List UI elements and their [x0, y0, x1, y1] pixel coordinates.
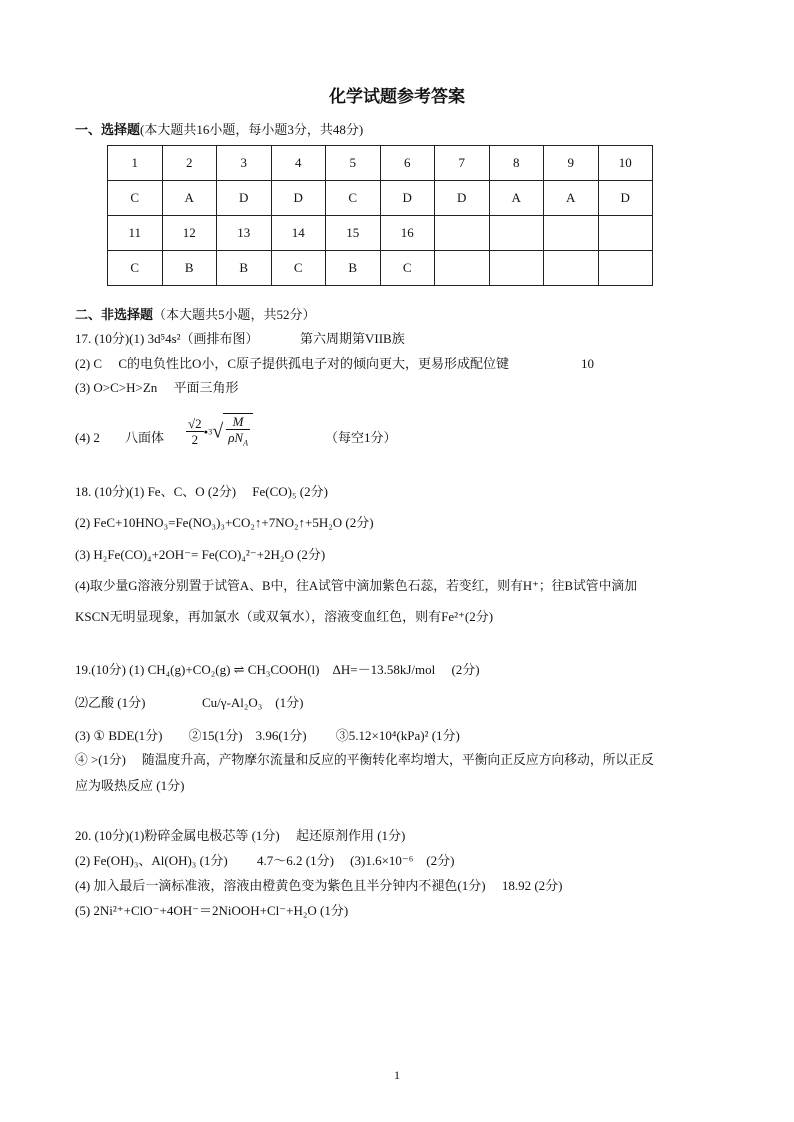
root-fraction: [226, 414, 250, 451]
table-row: [108, 181, 653, 216]
q17-line2b: 10: [581, 356, 594, 371]
table-cell: B: [326, 251, 381, 286]
section2-heading: [75, 306, 316, 324]
table-cell: 3: [217, 146, 272, 181]
table-cell: [489, 216, 544, 251]
table-cell: 1: [108, 146, 163, 181]
root-index: 3: [208, 427, 213, 437]
radical-sign-icon: √: [212, 420, 224, 443]
table-cell: 11: [108, 216, 163, 251]
q17-line1b: 第六周期第VIIB族: [300, 331, 405, 346]
table-cell: D: [435, 181, 490, 216]
formula-fraction: [186, 416, 204, 447]
q18-line4: (4)取少量G溶液分别置于试管A、B中，往A试管中滴加紫色石蕊，若变红，则有H⁺；往B试管中滴加: [75, 579, 637, 593]
q20-line2: (2) Fe(OH)₃、Al(OH)₃ (1分) 4.7～6.2 (1分) (3)1.6×10⁻⁶ (2分): [75, 853, 455, 868]
q19-line1: 19.(10分) (1) CH₄(g)+CO₂(g) ⇌ CH₃COOH(l) ΔH=－13.58kJ/mol (2分): [75, 662, 480, 677]
q17-line4c: （每空1分）: [325, 430, 397, 445]
table-cell: C: [380, 251, 435, 286]
section1-title: 一、选择题: [75, 122, 141, 137]
q20-line3: (4) 加入最后一滴标准液，溶液由橙黄色变为紫色且半分钟内不褪色(1分) 18.92 (2分): [75, 878, 563, 893]
q17-line3: (3) O>C>H>Zn 平面三角形: [75, 380, 239, 395]
section2-note: （本大题共5小题，共52分）: [153, 307, 316, 322]
table-cell: 14: [271, 216, 326, 251]
table-cell: 15: [326, 216, 381, 251]
table-cell: A: [162, 181, 217, 216]
table-cell: 8: [489, 146, 544, 181]
table-cell: D: [598, 181, 653, 216]
q17-line1: 17. (10分)(1) 3d⁵4s²（画排布图）: [75, 331, 259, 346]
table-cell: [435, 216, 490, 251]
table-cell: 5: [326, 146, 381, 181]
table-cell: D: [380, 181, 435, 216]
table-cell: D: [271, 181, 326, 216]
table-cell: 2: [162, 146, 217, 181]
root-body: [223, 413, 253, 451]
q19-line5: 应为吸热反应 (1分): [75, 778, 185, 793]
table-cell: C: [108, 181, 163, 216]
table-row: [108, 251, 653, 286]
q17-line2: (2) C C的电负性比O小，C原子提供孤电子对的倾向更大，更易形成配位键: [75, 356, 510, 371]
table-cell: [544, 251, 599, 286]
table-cell: B: [217, 251, 272, 286]
q19-line3: (3) ① BDE(1分) ②15(1分) 3.96(1分) ③5.12×10⁴(kPa)² (1分): [75, 728, 460, 743]
table-cell: C: [326, 181, 381, 216]
table-cell: B: [162, 251, 217, 286]
table-cell: 13: [217, 216, 272, 251]
root-numerator: M: [226, 414, 250, 430]
section1-heading: [75, 121, 363, 139]
q17-line4a: (4) 2: [75, 430, 100, 445]
table-cell: [435, 251, 490, 286]
table-cell: [544, 216, 599, 251]
table-cell: [489, 251, 544, 286]
table-cell: A: [489, 181, 544, 216]
table-row: [108, 146, 653, 181]
q19-line2b: Cu/γ-Al₂O₃ (1分): [202, 695, 304, 710]
q18-line1: 18. (10分)(1) Fe、C、O (2分) Fe(CO)₅ (2分): [75, 484, 328, 499]
table-cell: 10: [598, 146, 653, 181]
page-title: 化学试题参考答案: [329, 87, 465, 106]
q18-line3: (3) H₂Fe(CO)₄+2OH⁻= Fe(CO)₄²⁻+2H₂O (2分): [75, 547, 326, 562]
table-cell: 6: [380, 146, 435, 181]
table-cell: 4: [271, 146, 326, 181]
table-cell: [598, 251, 653, 286]
table-cell: 7: [435, 146, 490, 181]
table-cell: A: [544, 181, 599, 216]
table-cell: C: [108, 251, 163, 286]
table-cell: [598, 216, 653, 251]
answer-table: [107, 145, 653, 286]
table-cell: 9: [544, 146, 599, 181]
table-cell: D: [217, 181, 272, 216]
fraction-numerator: √2: [188, 416, 202, 432]
q20-line4: (5) 2Ni²⁺+ClO⁻+4OH⁻＝2NiOOH+Cl⁻+H₂O (1分): [75, 903, 349, 918]
q18-line2: (2) FeC+10HNO₃=Fe(NO₃)₃+CO₂↑+7NO₂↑+5H₂O (2分): [75, 515, 374, 530]
q17-line4b: 八面体: [125, 430, 165, 445]
formula-dot: •: [203, 424, 209, 440]
root-denominator-sub: A: [243, 438, 248, 448]
table-row: [108, 216, 653, 251]
q18-line5: KSCN无明显现象，再加氯水（或双氧水），溶液变血红色，则有Fe²⁺(2分): [75, 609, 494, 624]
table-cell: 12: [162, 216, 217, 251]
page-number: 1: [394, 1068, 400, 1082]
q19-line2a: ⑵乙酸 (1分): [75, 695, 146, 710]
table-cell: C: [271, 251, 326, 286]
section2-title: 二、非选择题: [75, 307, 154, 322]
q17-formula: [186, 413, 253, 451]
q19-line4: ④ >(1分) 随温度升高，产物摩尔流量和反应的平衡转化率均增大，平衡向正反应方向移动，所以正反: [75, 753, 654, 767]
table-cell: 16: [380, 216, 435, 251]
fraction-denominator: 2: [191, 432, 199, 448]
section1-note: (本大题共16小题，每小题3分，共48分): [140, 122, 364, 137]
root-denominator: ρN: [228, 430, 244, 445]
q20-line1: 20. (10分)(1)粉碎金属电极芯等 (1分) 起还原剂作用 (1分): [75, 828, 406, 843]
